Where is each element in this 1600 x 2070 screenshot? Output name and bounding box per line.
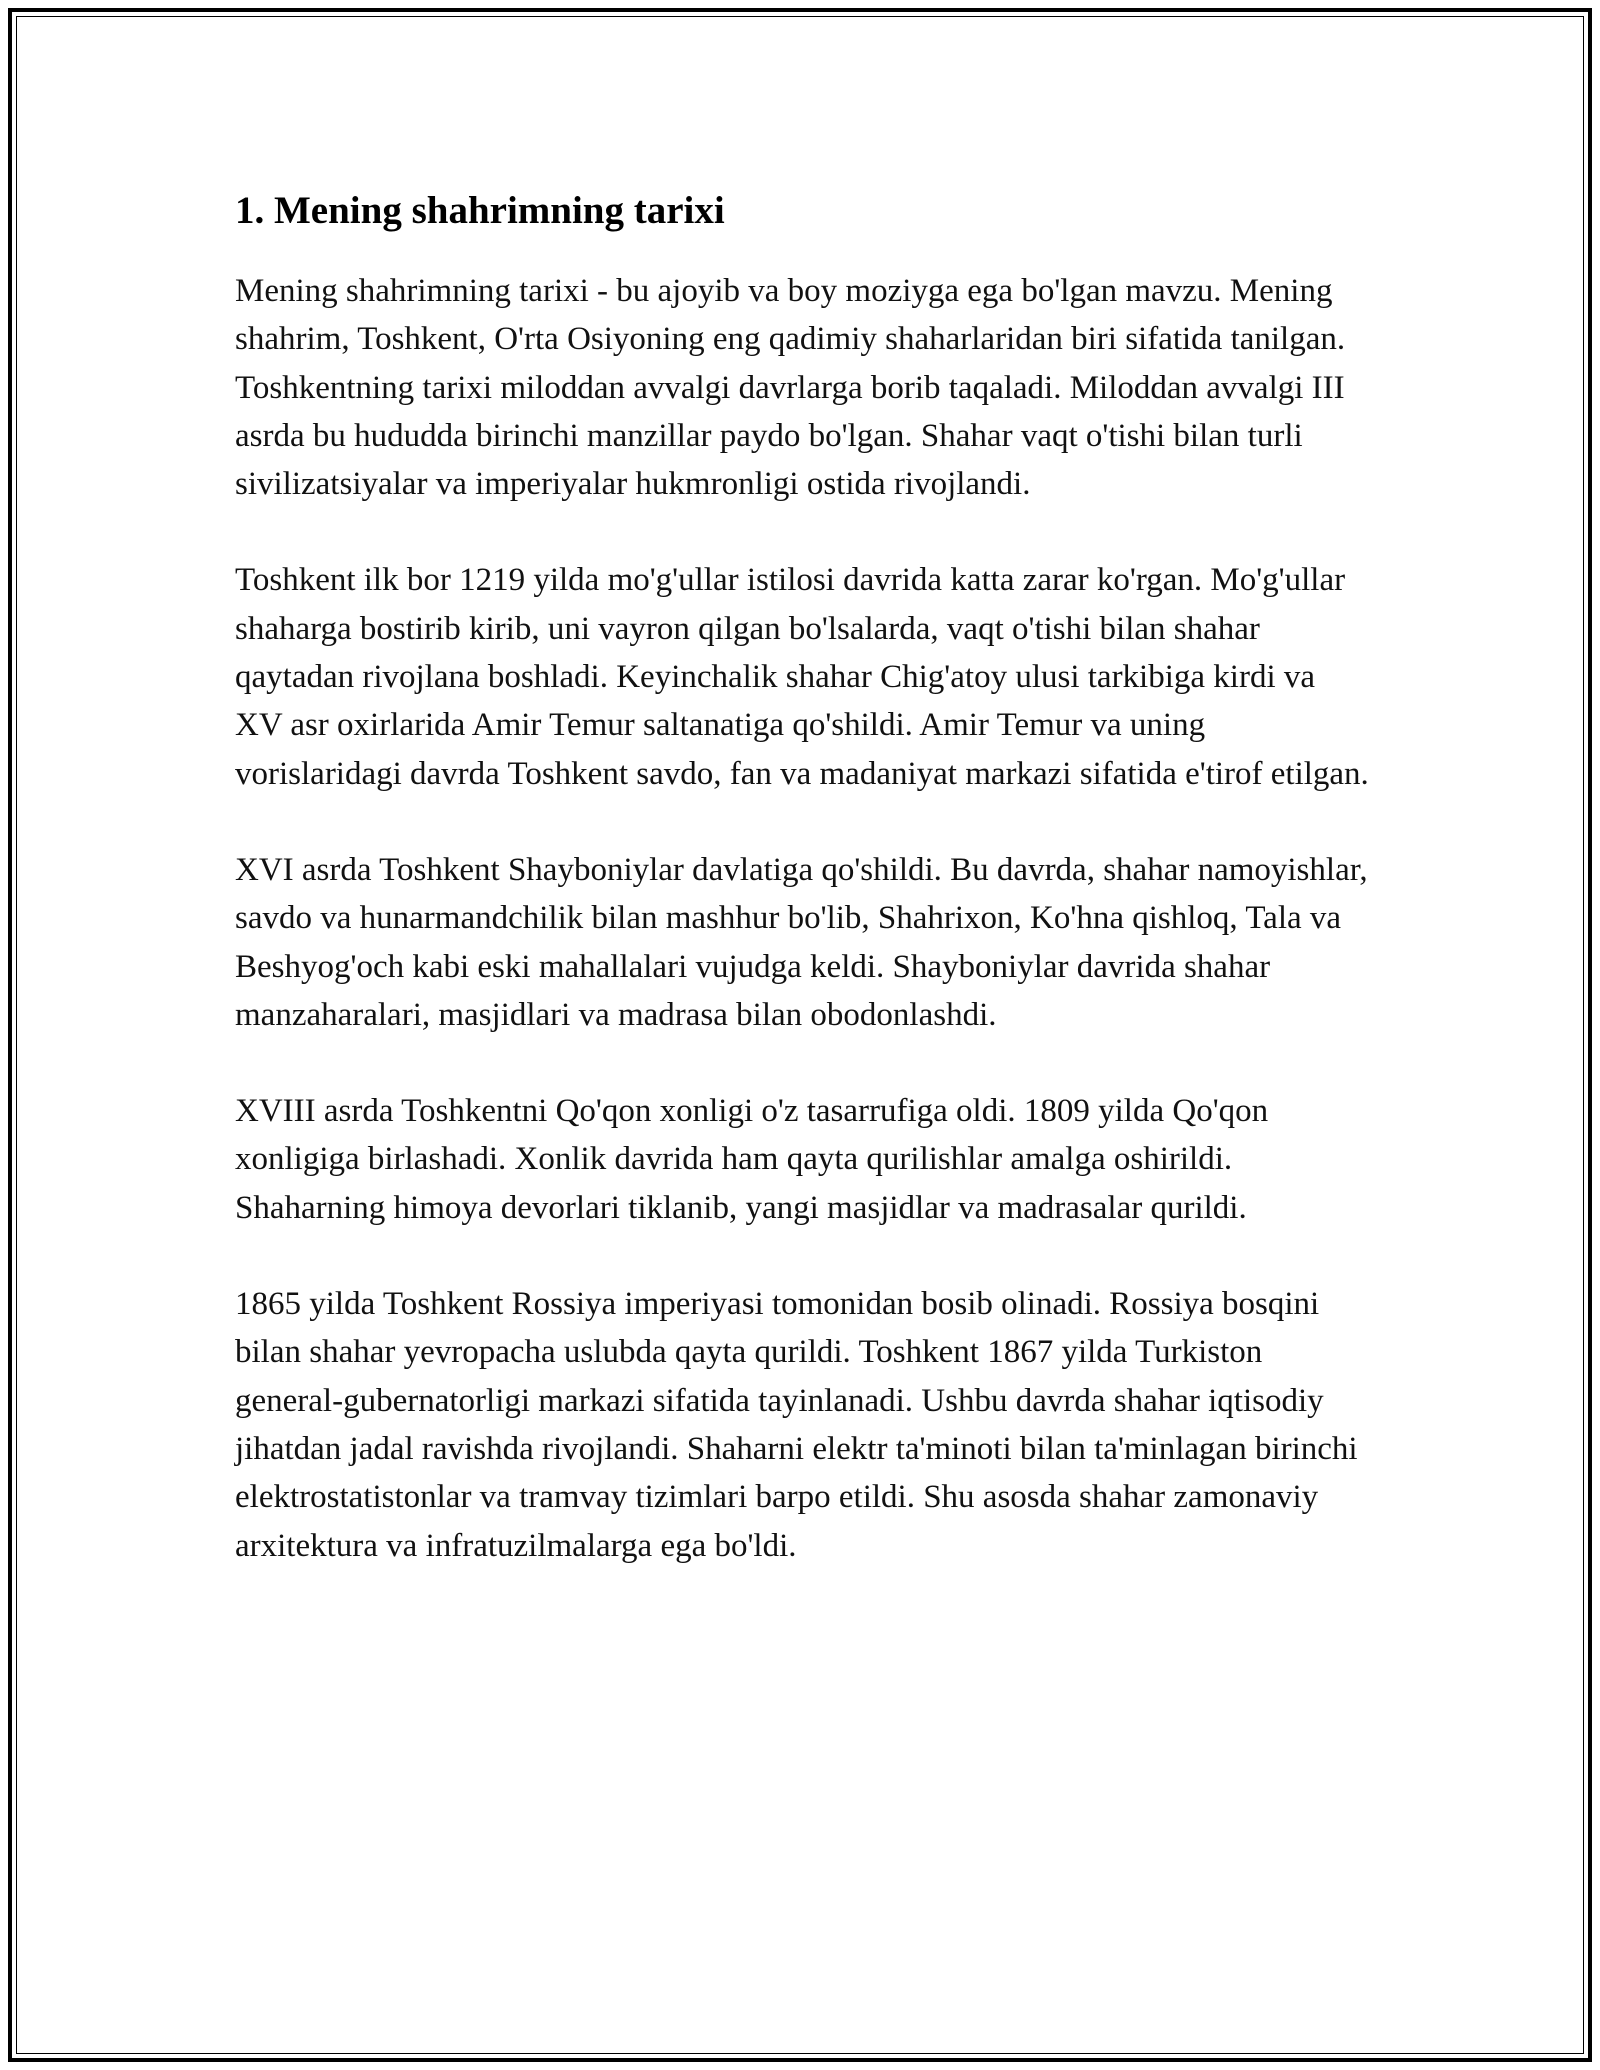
paragraph-5: 1865 yilda Toshkent Rossiya imperiyasi tomonidan bosib olinadi. Rossiya bosqini bilan shahar yevropacha uslubda qayta qurildi. Toshkent 1867 yilda Turkiston general-gubernatorligi markazi sifatida tayinlanadi. Ushbu davrda shahar iqtisodiy jihatdan jadal ravishda rivojlandi. Shaharni elektr ta'minoti bilan ta'minlagan birinchi elektrostatistonlar va tramvay tizimlari barpo etildi. Shu asosda shahar zamonaviy arxitektura va infratuzilmalarga ega bo'ldi. bbox=[235, 1286, 1358, 1564]
paragraph-2: Toshkent ilk bor 1219 yilda mo'g'ullar istilosi davrida katta zarar ko'rgan. Mo'g'ullar shaharga bostirib kirib, uni vayron qilgan bo'lsalarda, vaqt o'tishi bilan shahar qaytadan rivojlana boshladi. Keyinchalik shahar Chig'atoy ulusi tarkibiga kirdi va XV asr oxirlarida Amir Temur saltanatiga qo'shildi. Amir Temur va uning vorislaridagi davrda Toshkent savdo, fan va madaniyat markazi sifatida e'tirof etilgan. bbox=[235, 562, 1369, 792]
document-body bbox=[235, 185, 1370, 1618]
paragraph-3: XVI asrda Toshkent Shayboniylar davlatiga qo'shildi. Bu davrda, shahar namoyishlar, savdo va hunarmandchilik bilan mashhur bo'lib, Shahrixon, Ko'hna qishloq, Tala va Beshyog'och kabi eski mahallalari vujudga keldi. Shayboniylar davrida shahar manzaharalari, masjidlari va madrasa bilan obodonlashdi. bbox=[235, 851, 1368, 1033]
paragraph-4: XVIII asrda Toshkentni Qo'qon xonligi o'z tasarrufiga oldi. 1809 yilda Qo'qon xonligiga birlashadi. Xonlik davrida ham qayta qurilishlar amalga oshirildi. Shaharning himoya devorlari tiklanib, yangi masjidlar va madrasalar qurildi. bbox=[235, 1093, 1269, 1226]
section-heading: 1. Mening shahrimning tarixi bbox=[235, 189, 725, 232]
paragraph-1: Mening shahrimning tarixi - bu ajoyib va boy moziyga ega bo'lgan mavzu. Mening shahrim, Toshkent, O'rta Osiyoning eng qadimiy shaharlaridan biri sifatida tanilgan. Toshkentning tarixi miloddan avvalgi davrlarga borib taqaladi. Miloddan avvalgi III asrda bu hududda birinchi manzillar paydo bo'lgan. Shahar vaqt o'tishi bilan turli sivilizatsiyalar va imperiyalar hukmronligi ostida rivojlandi. bbox=[235, 273, 1346, 503]
